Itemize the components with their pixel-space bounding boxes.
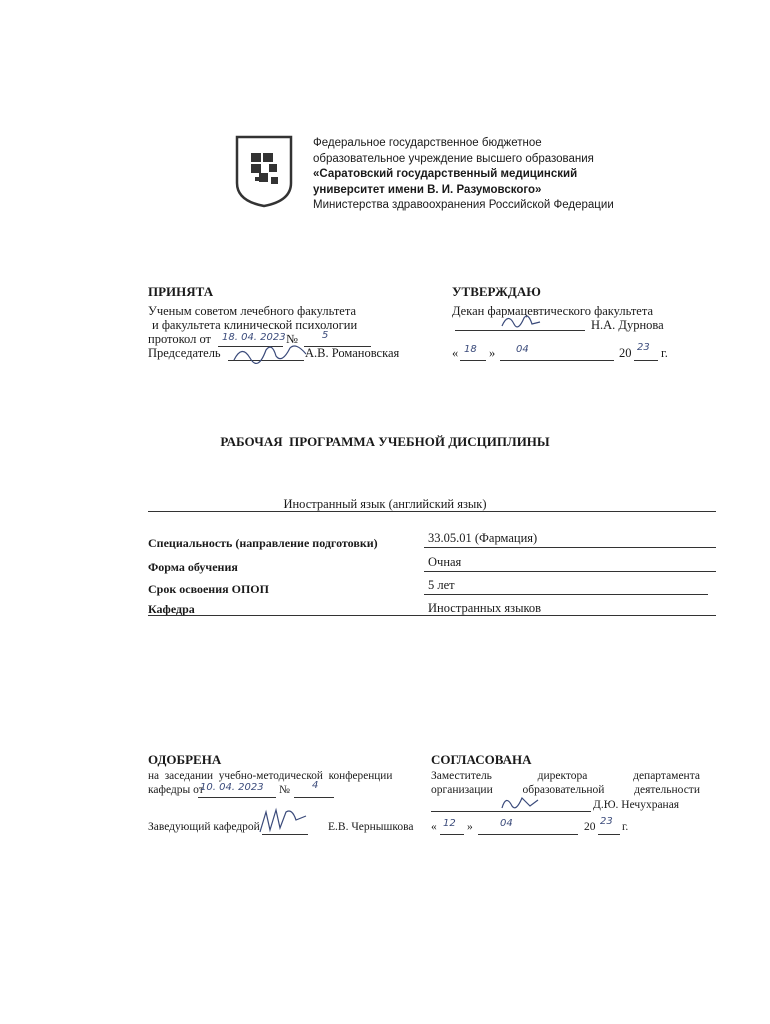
accepted-line-2: и факультета клинической психологии (152, 318, 358, 332)
endorsed-date-line (198, 797, 276, 798)
approve-q-close: » (489, 346, 496, 360)
field-value-duration: 5 лет (428, 578, 455, 592)
discipline-line (148, 511, 716, 512)
accepted-heading: ПРИНЯТА (148, 284, 214, 299)
endorsed-date-label: кафедры от (148, 784, 204, 796)
approve-heading: УТВЕРЖДАЮ (452, 284, 541, 299)
org-line-2: образовательное учреждение высшего образования (313, 152, 594, 165)
approve-month-line (500, 360, 614, 361)
agreed-day: 12 (443, 818, 456, 829)
org-line-3: «Саратовский государственный медицинский (313, 168, 578, 180)
endorsed-heading: ОДОБРЕНА (148, 752, 222, 767)
org-name (313, 136, 614, 214)
endorsed-number-label: № (279, 784, 290, 796)
protocol-label: протокол от (148, 332, 212, 346)
agreed-month: 04 (500, 818, 513, 829)
approve-year-prefix: 20 (619, 346, 632, 360)
agreed-name: Д.Ю. Нечухраная (593, 799, 680, 811)
agreed-year-line (598, 834, 620, 835)
agreed-heading: СОГЛАСОВАНА (431, 752, 532, 767)
dean-signature (500, 310, 544, 339)
accepted-line-1: Ученым советом лечебного факультета (148, 304, 357, 318)
approve-day-line (460, 360, 486, 361)
agreed-line-1 (431, 770, 700, 782)
endorsed-date: 10. 04. 2023 (200, 782, 264, 793)
chair-label: Председатель (148, 346, 221, 360)
agreed-year: 23 (600, 816, 613, 827)
agreed-year-end: г. (622, 821, 629, 833)
org-line-4: университет имени В. И. Разумовского» (313, 183, 542, 196)
discipline-name: Иностранный язык (английский язык) (283, 497, 487, 511)
dean-name: Н.А. Дурнова (591, 318, 664, 332)
field-label-form: Форма обучения (148, 560, 238, 574)
approve-year-line (634, 360, 658, 361)
agreed-word-3: департамента (633, 770, 700, 782)
endorsed-line-1: на заседании учебно-методической конференции (148, 770, 393, 782)
agreed-signature (500, 790, 540, 819)
field-line-department (424, 615, 716, 616)
agreed-word-2: директора (537, 770, 588, 782)
document-title: РАБОЧАЯ ПРОГРАММА УЧЕБНОЙ ДИСЦИПЛИНЫ (220, 434, 550, 449)
protocol-number-label: № (286, 332, 298, 346)
field-line-duration (424, 594, 708, 595)
approve-q-open: « (452, 346, 459, 360)
approve-year-end: г. (661, 346, 668, 360)
approve-month: 04 (516, 344, 529, 355)
field-value-department: Иностранных языков (428, 601, 542, 615)
field-line-department-left (148, 615, 424, 616)
field-line-form (424, 571, 716, 572)
agreed-word-1: Заместитель (431, 770, 492, 782)
head-signature (256, 806, 310, 841)
approve-year: 23 (637, 342, 650, 353)
field-label-duration: Срок освоения ОПОП (148, 582, 269, 596)
agreed-q-close: » (467, 821, 473, 833)
head-name: Е.В. Чернышкова (328, 821, 414, 833)
approve-line-1: Декан фармацевтического факультета (452, 304, 653, 318)
approve-day: 18 (464, 344, 477, 355)
endorsed-number: 4 (312, 780, 319, 791)
agreed-day-line (440, 834, 464, 835)
field-label-specialty: Специальность (направление подготовки) (148, 536, 378, 550)
field-value-form: Очная (428, 555, 462, 569)
head-label: Заведующий кафедрой (148, 821, 260, 833)
agreed-line-2 (431, 784, 700, 796)
agreed-q-open: « (431, 821, 437, 833)
agreed-word-6: деятельности (634, 784, 700, 796)
agreed-word-5: образовательной (522, 784, 605, 796)
university-logo (233, 133, 295, 209)
chair-signature (232, 340, 312, 371)
agreed-month-line (478, 834, 578, 835)
field-label-department: Кафедра (148, 602, 195, 616)
org-line-1: Федеральное государственное бюджетное (313, 137, 542, 149)
agreed-word-4: организации (431, 784, 493, 796)
agreed-year-prefix: 20 (584, 821, 596, 833)
field-line-specialty (424, 547, 716, 548)
field-value-specialty: 33.05.01 (Фармация) (428, 531, 538, 545)
protocol-date: 18. 04. 2023 (222, 332, 286, 343)
endorsed-number-line (294, 797, 334, 798)
protocol-number: 5 (322, 330, 329, 341)
chair-name: А.В. Романовская (305, 346, 400, 360)
org-line-5: Министерства здравоохранения Российской Федерации (313, 199, 614, 211)
